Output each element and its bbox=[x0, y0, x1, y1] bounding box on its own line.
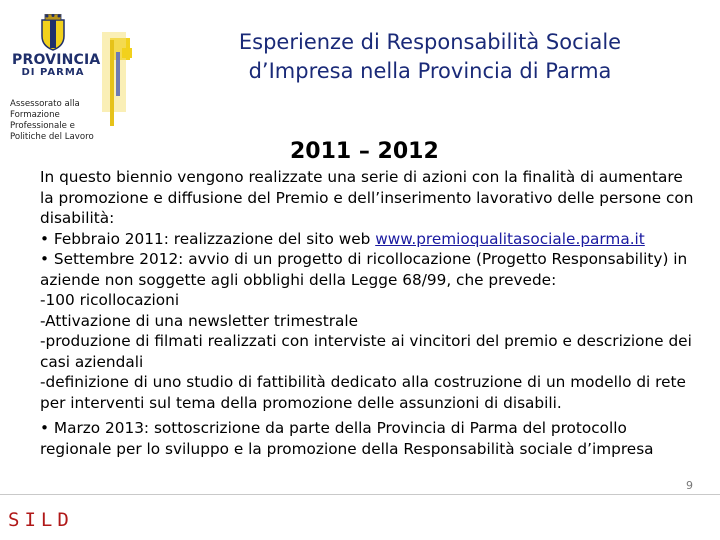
logo-name: PROVINCIA bbox=[12, 52, 101, 68]
logo-subtitle: DI PARMA bbox=[21, 67, 85, 78]
bullet-item bbox=[40, 229, 700, 250]
bullet-item: • Settembre 2012: avvio di un progetto di ricollocazione (Progetto Responsability) in aziende non soggette agli obblighi della Legge 68/99, che prevede: bbox=[40, 250, 688, 289]
department-line: Assessorato alla bbox=[10, 99, 80, 109]
sub-item: -100 ricollocazioni bbox=[40, 291, 180, 309]
department-line: Formazione bbox=[10, 110, 60, 120]
page-number: 9 bbox=[686, 479, 693, 492]
department-label bbox=[10, 99, 102, 143]
intro-paragraph: In questo biennio vengono realizzate una serie di azioni con la finalità di aumentare la promozione e diffusione del Premio e dell’inserimento lavorativo delle persone con disabilità: bbox=[40, 168, 694, 227]
crest-icon bbox=[38, 14, 68, 52]
period-heading: 2011 – 2012 bbox=[290, 139, 439, 164]
website-link[interactable]: www.premioqualitasociale.parma.it bbox=[375, 229, 645, 248]
sub-item: -definizione di uno studio di fattibilità dedicato alla costruzione di un modello di rete per interventi sul tema della promozione delle assunzioni di disabili. bbox=[40, 373, 686, 412]
title-line-2: d’Impresa nella Provincia di Parma bbox=[248, 59, 612, 83]
bullet-item: • Marzo 2013: sottoscrizione da parte della Provincia di Parma del protocollo regionale per lo sviluppo e la promozione della Responsabilità sociale d’impresa bbox=[40, 419, 654, 458]
department-line: Professionale e bbox=[10, 121, 75, 131]
provincia-logo bbox=[12, 14, 101, 78]
bullet-text: • Febbraio 2011: realizzazione del sito web bbox=[40, 229, 376, 248]
sub-item: -produzione di filmati realizzati con interviste ai vincitori del premio e descrizione dei casi aziendali bbox=[40, 332, 692, 371]
slide-body bbox=[40, 167, 700, 459]
footer-divider bbox=[0, 494, 720, 495]
decorative-squares-icon bbox=[96, 30, 136, 128]
slide-title bbox=[180, 28, 680, 86]
sub-item: -Attivazione di una newsletter trimestrale bbox=[40, 311, 359, 330]
department-line: Politiche del Lavoro bbox=[10, 132, 94, 142]
footer-brand: SILD bbox=[8, 509, 74, 531]
title-line-1: Esperienze di Responsabilità Sociale bbox=[238, 30, 622, 54]
